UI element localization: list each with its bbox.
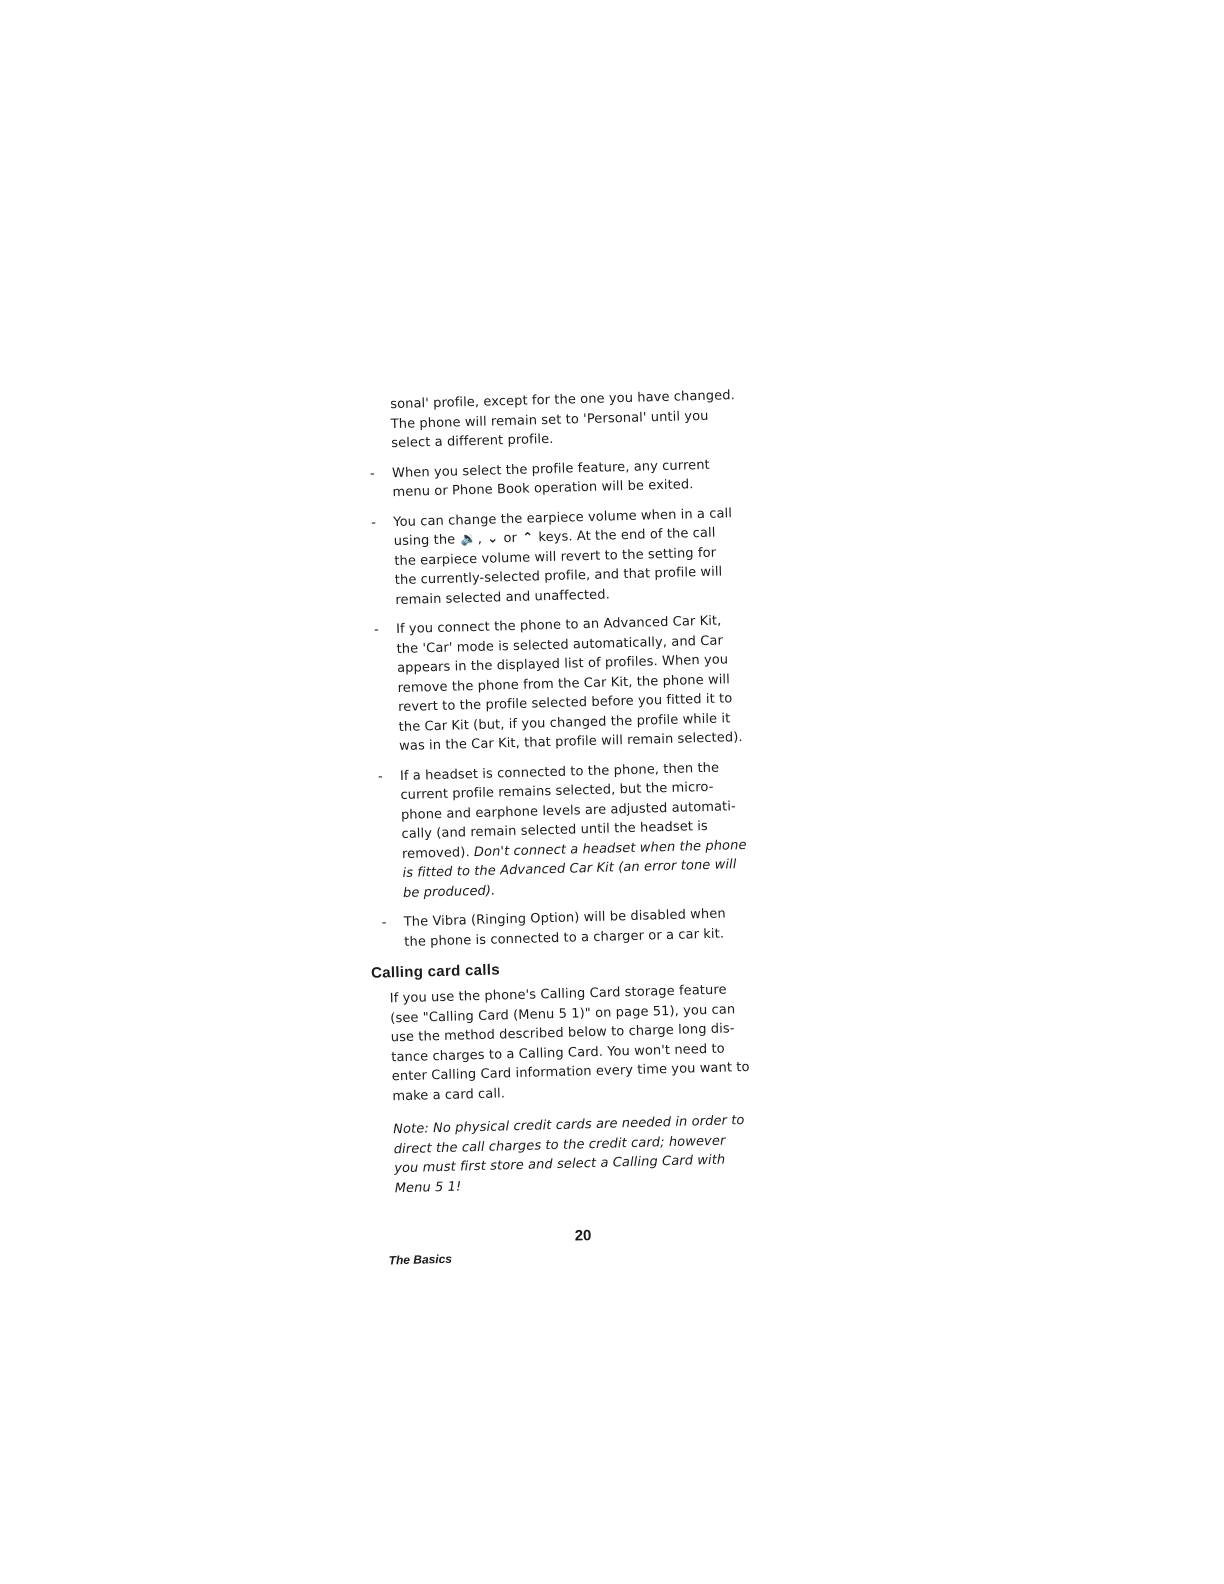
- bullet-dash: -: [371, 515, 377, 531]
- bullet-text: If you connect the phone to an Advanced Car Kit, the 'Car' mode is selected automatically, and Car appears in the displayed list of profiles. When you remove the phone from the Car Kit, the phone will revert to the profile selected before you fitted it to the Car Kit (but, if you changed the profile while it was in the Car Kit, that profile will remain selected).: [395, 613, 743, 754]
- bullet-text: The Vibra (Ringing Option) will be disabled when the phone is connected to a charger or a car kit.: [403, 906, 726, 950]
- section-note: Note: No physical credit cards are needed in order to direct the call charges to the credit card; however you must first store and select a Calling Card with Menu 5 1!: [393, 1113, 745, 1196]
- down-key-icon: ⌄: [487, 531, 499, 547]
- bullet-profile-feature: [369, 455, 738, 503]
- bullet-earpiece-volume: [371, 504, 740, 610]
- footer-chapter: The Basics: [388, 1251, 453, 1268]
- bullet-dash: -: [381, 915, 387, 931]
- section-body: If you use the phone's Calling Card storage feature (see "Calling Card (Menu 5 1)" on page 51), you can use the method described below to charge long dis-tance charges to a Calling Card. You won't need to enter Calling Card information every time you want to make a card call.: [389, 982, 750, 1104]
- lead-paragraph: sonal' profile, except for the one you have changed. The phone will remain set to 'Personal' until you select a different profile.: [390, 388, 736, 452]
- bullet-dash: -: [377, 768, 383, 785]
- page-number: 20: [574, 1227, 592, 1245]
- bullet-text-after: keys. At the end of the call the earpiece volume will revert to the setting for the currently-selected profile, and that profile will remain selected and unaffected.: [394, 525, 723, 608]
- manual-page: [356, 385, 789, 1267]
- bullet-dash: -: [373, 622, 380, 638]
- notes-list: [358, 454, 781, 953]
- bullet-warning: Don't connect a headset when the phone is fitted to the Advanced Car Kit (an error tone will be produced).: [402, 837, 747, 901]
- bullet-text-before: You can change the earpiece volume when in a call using the: [393, 505, 733, 550]
- separator-comma: ,: [477, 531, 483, 547]
- up-key-icon: ⌃: [522, 530, 534, 546]
- bullet-vibra: [381, 904, 750, 952]
- bullet-text: If a headset is connected to the phone, then the current profile remains selected, but the micro-phone and earphone levels are adjusted automati-cally (and remain selected until the headset is removed).: [399, 760, 736, 862]
- separator-or: or: [503, 530, 518, 547]
- volume-key-icon: 🔉: [460, 531, 478, 548]
- bullet-car-kit: [373, 611, 744, 756]
- bullet-dash: -: [369, 466, 376, 482]
- bullet-text: When you select the profile feature, any current menu or Phone Book operation will be exited.: [391, 457, 710, 501]
- bullet-headset: [377, 757, 748, 902]
- section-heading: Calling card calls: [370, 961, 501, 982]
